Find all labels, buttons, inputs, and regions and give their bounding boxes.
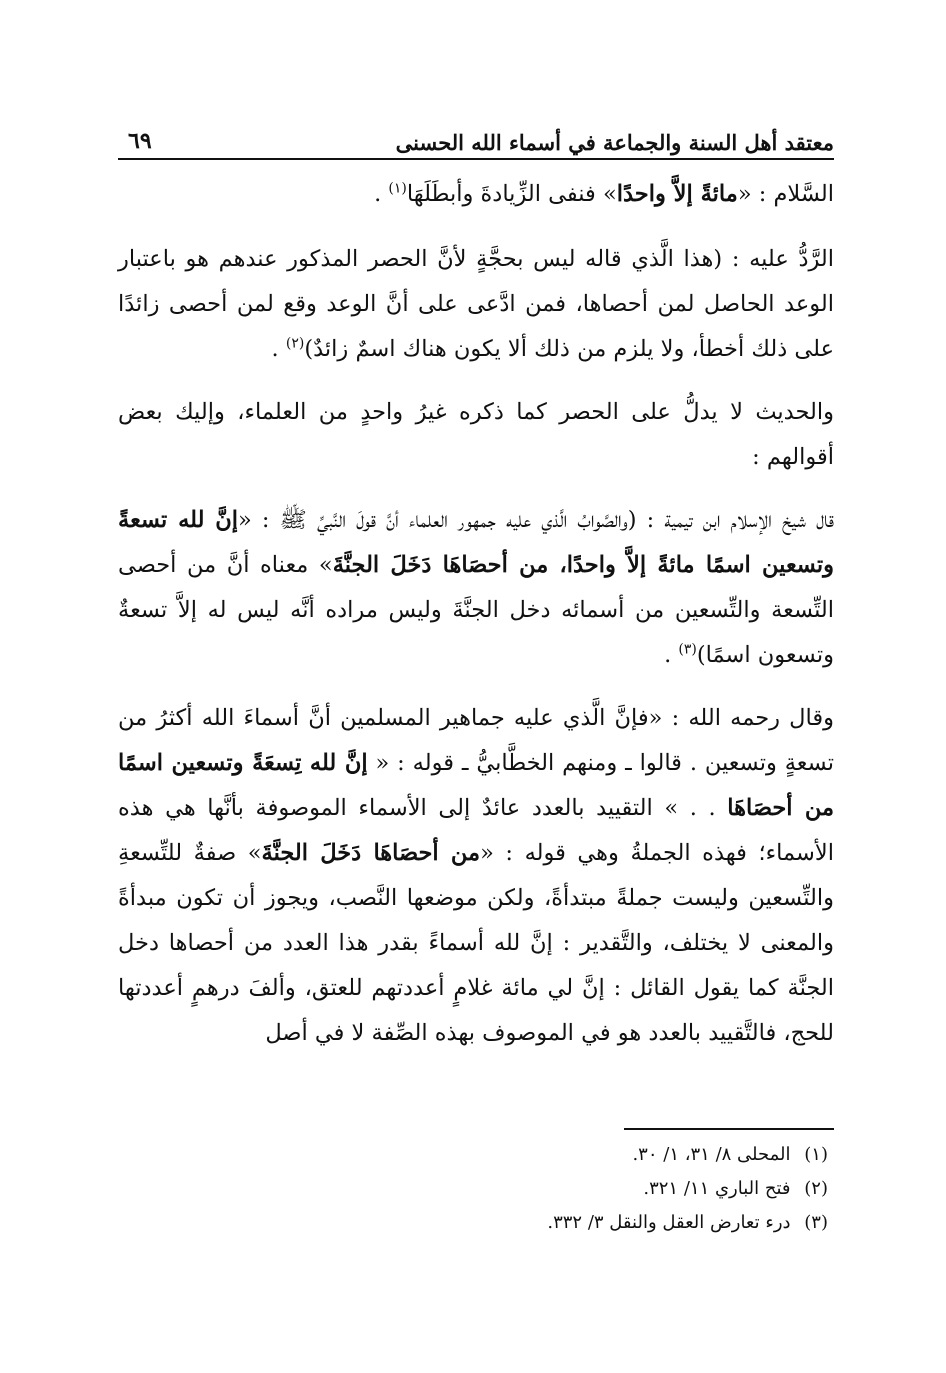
text-segment: السَّلام : « — [737, 181, 834, 207]
text-segment: وقال رحمه الله : «فإنَّ الَّذي عليه جماهير المسلمين أنَّ أسماءَ الله أكثرُ من تسعةٍ وتسعين . قالوا ـ ومنهم الخطَّابيُّ ـ قوله : « — [118, 705, 834, 776]
book-page — [118, 118, 834, 1298]
paragraph — [118, 498, 834, 678]
footnote-text: فتح الباري ١١/ ٣٢١. — [643, 1178, 791, 1199]
hadith-quote: إنَّ لله تسعةً وتسعين اسمًا مائةً إلاَّ واحدًا، من أحصَاهَا دَخَلَ الجنَّةَ — [118, 507, 835, 578]
text-segment: الرَّدُّ عليه : (هذا الَّذي قاله ليس بحجَّةٍ لأنَّ الحصر المذكور عندهم هو باعتبار الوعد الحاصل لمن أحصاها، فمن ادَّعى على أنَّ الوعد وقع لمن أحصى زائدًا على ذلك أخطأ، ولا يلزم من ذلك ألا يكون هناك اسمٌ زائدٌ) — [118, 246, 834, 362]
footnote-ref: (١) — [388, 180, 407, 197]
hadith-quote: من أحصَاهَا دَخَلَ الجنَّةَ — [261, 840, 481, 866]
footnote-number: (١) — [804, 1144, 828, 1165]
paragraph — [118, 696, 834, 1056]
footnote-number: (٣) — [804, 1212, 828, 1233]
footnote-item — [118, 1172, 834, 1206]
running-header — [118, 118, 834, 160]
paragraph — [118, 172, 834, 217]
text-segment: والحديث لا يدلُّ على الحصر كما ذكره غيرُ واحدٍ من العلماء، وإليك بعض أقوالهم : — [118, 399, 834, 470]
running-title: معتقد أهل السنة والجماعة في أسماء الله الحسنى — [395, 130, 834, 155]
footnote-item — [118, 1206, 834, 1240]
page-number: ٦٩ — [128, 128, 152, 154]
body-text — [118, 172, 834, 1056]
text-segment: . — [374, 181, 389, 207]
footnote-text: المحلى ٨/ ٣١، ١/ ٣٠. — [632, 1144, 791, 1165]
footnotes — [118, 1128, 834, 1240]
text-segment: قال شيخ الإسلام ابن تيمية : (والصَّوابُ الَّذي عليه جمهور العلماء أنَّ قولَ النَّبيِّ ﷺ : « — [238, 507, 834, 533]
footnote-text: درء تعارض العقل والنقل ٣/ ٣٣٢. — [547, 1212, 791, 1233]
text-segment: . . » التقييد بالعدد عائدٌ إلى الأسماء الموصوفة بأنَّها هي هذه الأسماء؛ فهذه الجملةُ وهي قوله : « — [118, 795, 834, 866]
footnote-ref: (٢) — [285, 335, 305, 352]
paragraph — [118, 237, 834, 372]
text-segment: » صفةٌ للتِّسعةِ والتِّسعين وليست جملةً مبتدأةً، ولكن موضعها النَّصب، ويجوز أن تكون مبدأةً والمعنى لا يختلف، والتَّقدير : إنَّ لله أسماءً بقدر هذا العدد من أحصاها دخل الجنَّة كما يقول القائل : إنَّ لي مائة غلامٍ أعددتهم للعتق، وألفَ درهمٍ أعددتها للحج، فالتَّقييد بالعدد هو في الموصوف بهذه الصِّفة لا في أصل — [118, 840, 834, 1046]
footnote-number: (٢) — [804, 1178, 828, 1199]
text-segment: . — [271, 336, 286, 362]
footnote-ref: (٣) — [678, 641, 697, 658]
paragraph — [118, 390, 834, 480]
text-segment: . — [664, 642, 679, 668]
footnote-item — [118, 1138, 834, 1172]
hadith-quote: مائةً إلاَّ واحدًا — [616, 181, 738, 207]
text-segment: » معناه أنَّ من أحصى التِّسعة والتِّسعين من أسمائه دخل الجنَّةَ وليس مراده أنَّه ليس له إلاَّ تسعةٌ وتسعون اسمًا) — [118, 552, 834, 668]
text-segment: » فنفى الزِّيادةَ وأبطَلَهَا — [406, 181, 617, 207]
hadith-quote: إنَّ لله تِسعَةً وتسعين اسمًا من أحصَاهَا — [118, 750, 834, 821]
footnote-separator — [624, 1128, 834, 1130]
